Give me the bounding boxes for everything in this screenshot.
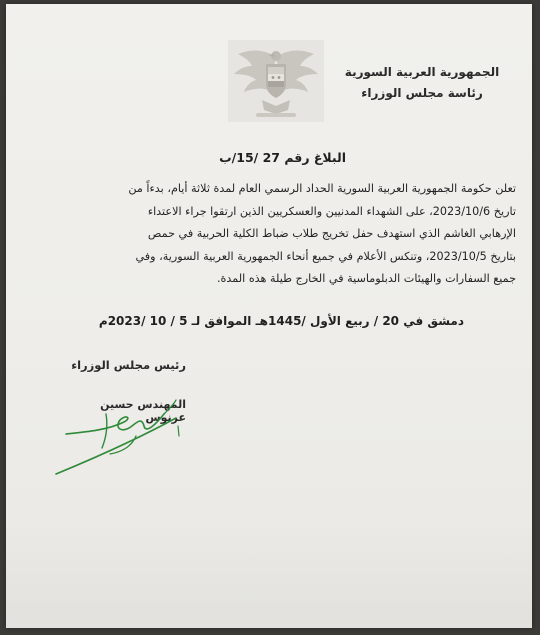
header-presidency: رئاسة مجلس الوزراء	[361, 86, 483, 100]
body-line: تعلن حكومة الجمهورية العربية السورية الحداد الرسمي العام لمدة ثلاثة أيام، بدءاً من	[128, 182, 516, 195]
syrian-eagle-emblem-icon	[228, 40, 324, 122]
body-line: الإرهابي الغاشم الذي استهدف حفل تخريج طلاب ضباط الكلية الحربية في حمص	[147, 227, 516, 240]
issue-date: دمشق في 20 / ربيع الأول /1445هـ الموافق لـ 5 / 10 /2023م	[98, 314, 464, 328]
handwritten-signature-icon	[46, 374, 206, 484]
signatory-title: رئيس مجلس الوزراء	[71, 358, 186, 372]
ministry-header	[332, 62, 512, 104]
header-republic: الجمهورية العربية السورية	[344, 65, 500, 79]
paper-shading	[6, 524, 532, 628]
body-line: تاريخ 2023/10/6، على الشهداء المدنيين والعسكريين الذين ارتقوا جراء الاعتداء	[147, 204, 516, 218]
reference-number: البلاغ رقم 27 /15/ب	[219, 150, 346, 165]
body-line: جميع السفارات والهيئات الدبلوماسية في الخارج طيلة هذه المدة.	[216, 272, 516, 285]
signatory-name: المهندس حسين عرنوس	[100, 398, 186, 424]
announcement-body	[26, 178, 516, 291]
document-page	[6, 4, 532, 628]
body-line: بتاريخ 2023/10/5، وتنكس الأعلام في جميع أنحاء الجمهورية العربية السورية، وفي	[135, 249, 516, 263]
